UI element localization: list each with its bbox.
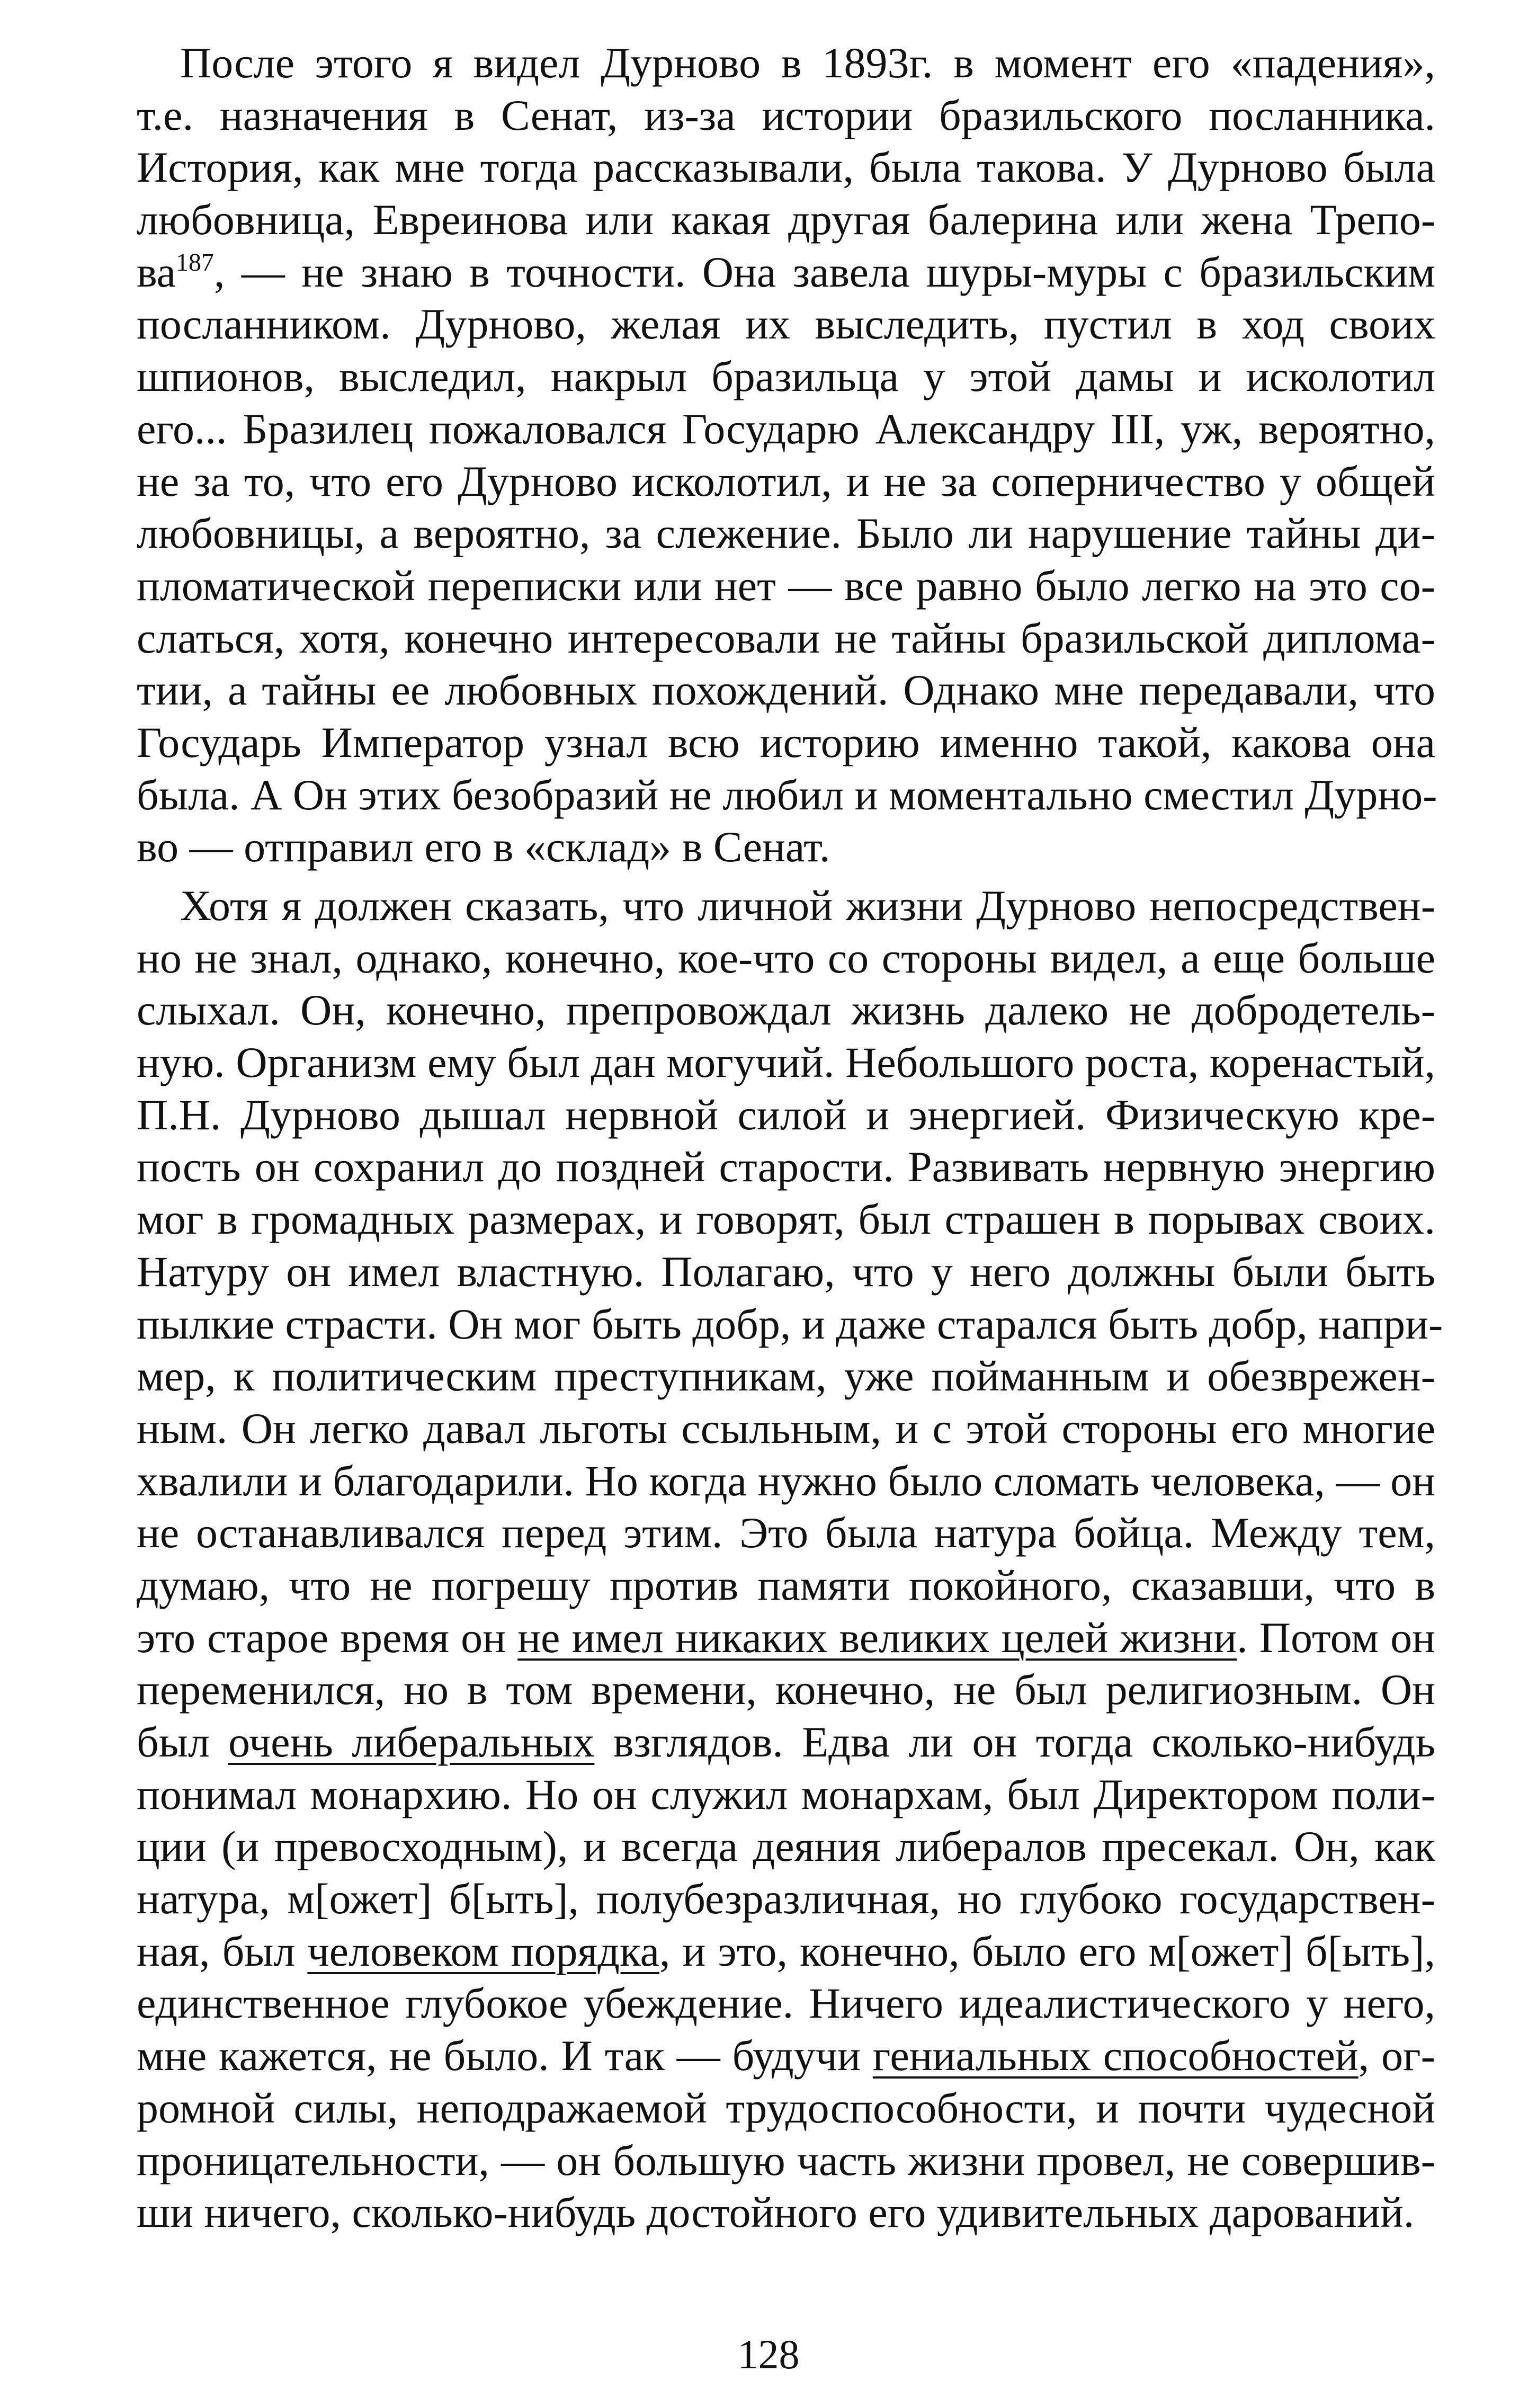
text-line bbox=[137, 932, 1435, 985]
paragraph bbox=[137, 37, 1435, 873]
text-line bbox=[137, 1089, 1435, 1141]
underlined-phrase: очень либеральных bbox=[228, 1718, 595, 1766]
text-run: переменился, но в том времени, конечно, не был религиозным. Он bbox=[137, 1665, 1435, 1714]
text-line bbox=[137, 821, 1435, 873]
text-run: любовницы, а вероятно, за слежение. Было ли нарушение тайны ди- bbox=[137, 509, 1435, 558]
text-line bbox=[137, 1298, 1443, 1351]
text-line bbox=[137, 37, 1435, 90]
text-line bbox=[137, 1403, 1435, 1455]
text-run: Натуру он имел властную. Полагаю, что у него должны были быть bbox=[137, 1247, 1435, 1296]
text-run: был bbox=[137, 1718, 229, 1766]
text-run: пломатической переписки или нет — все равно было легко на это со- bbox=[137, 561, 1435, 610]
text-line bbox=[137, 1455, 1435, 1508]
text-run: , — не знаю в точности. Она завела шуры-муры с бразильским bbox=[214, 247, 1435, 296]
text-line bbox=[137, 2135, 1435, 2187]
text-run: ная, был bbox=[137, 1927, 308, 1975]
text-line bbox=[137, 769, 1435, 822]
text-run: ции (и превосходным), и всегда деяния либералов пресекал. Он, как bbox=[137, 1822, 1435, 1871]
text-line bbox=[137, 1977, 1435, 2030]
text-line bbox=[137, 456, 1435, 508]
text-run: натура, м[ожет] б[ыть], полубезразличная, но глубоко государствен- bbox=[137, 1875, 1435, 1923]
text-line bbox=[137, 664, 1435, 717]
footnote-marker: 187 bbox=[176, 248, 215, 277]
text-line bbox=[137, 1612, 1435, 1664]
text-run: История, как мне тогда рассказывали, была такова. У Дурново была bbox=[137, 143, 1435, 192]
text-run: была. А Он этих безобразий не любил и моментально сместил Дурно- bbox=[137, 770, 1437, 819]
text-line bbox=[137, 2030, 1435, 2082]
text-line bbox=[137, 880, 1435, 932]
text-line bbox=[137, 1716, 1435, 1769]
text-run: , и это, конечно, было его м[ожет] б[ыть], bbox=[659, 1927, 1436, 1975]
text-line bbox=[137, 1037, 1435, 1089]
text-line bbox=[137, 351, 1435, 403]
text-run: но не знал, однако, конечно, кое-что со стороны видел, а еще больше bbox=[137, 933, 1435, 982]
text-line bbox=[137, 1141, 1435, 1193]
text-line bbox=[137, 2187, 1435, 2239]
text-line bbox=[137, 2082, 1435, 2135]
page-number: 128 bbox=[737, 2331, 800, 2377]
text-run: любовница, Евреинова или какая другая балерина или жена Трепо- bbox=[137, 195, 1435, 244]
paragraph-gap bbox=[137, 873, 1435, 880]
underlined-phrase: гениальных способностей bbox=[872, 2031, 1359, 2080]
text-run: шпионов, выследил, накрыл бразильца у этой дамы и исколотил bbox=[137, 352, 1435, 401]
text-run: его... Бразилец пожаловался Государю Александру III, уж, вероятно, bbox=[137, 404, 1435, 453]
text-run: это старое время он bbox=[137, 1613, 518, 1662]
text-run: тии, а тайны ее любовных похождений. Однако мне передавали, что bbox=[137, 666, 1435, 715]
text-run: т.е. назначения в Сенат, из-за истории бразильского посланника. bbox=[137, 91, 1435, 139]
text-line bbox=[137, 1873, 1435, 1925]
text-run: взглядов. Едва ли он тогда сколько-нибудь bbox=[594, 1718, 1436, 1766]
text-run: проницательности, — он большую часть жизни провел, не совершив- bbox=[137, 2136, 1435, 2184]
paragraph bbox=[137, 880, 1443, 2239]
text-run: думаю, что не погрешу против памяти покойного, сказавши, что в bbox=[137, 1560, 1435, 1609]
text-line bbox=[137, 403, 1435, 456]
text-line bbox=[137, 1350, 1435, 1403]
text-run: хвалили и благодарили. Но когда нужно было сломать человека, — он bbox=[137, 1456, 1435, 1505]
text-run: слаться, хотя, конечно интересовали не тайны бразильской диплома- bbox=[137, 613, 1435, 662]
text-run: мог в громадных размерах, и говорят, был страшен в порывах своих. bbox=[137, 1195, 1435, 1244]
text-run: П.Н. Дурново дышал нервной силой и энергией. Физическую кре- bbox=[137, 1090, 1435, 1139]
text-line bbox=[137, 1769, 1435, 1821]
text-run: мер, к политическим преступникам, уже пойманным и обезврежен- bbox=[137, 1352, 1435, 1401]
text-line bbox=[137, 1246, 1435, 1298]
text-run: ва bbox=[137, 247, 176, 296]
text-line bbox=[137, 90, 1435, 142]
text-line bbox=[137, 194, 1435, 246]
text-line bbox=[137, 1559, 1435, 1612]
text-run: , ог- bbox=[1358, 2031, 1435, 2080]
text-line bbox=[137, 1925, 1435, 1978]
text-line bbox=[137, 507, 1435, 560]
text-run: . Потом он bbox=[1237, 1613, 1435, 1662]
text-run: слыхал. Он, конечно, препровождал жизнь далеко не добродетель- bbox=[137, 986, 1435, 1034]
text-line bbox=[137, 717, 1435, 769]
underlined-phrase: не имел никаких великих целей жизни bbox=[517, 1613, 1237, 1662]
page-body bbox=[137, 37, 1443, 2239]
text-line bbox=[137, 141, 1435, 194]
text-line bbox=[137, 984, 1435, 1037]
text-run: посланником. Дурново, желая их выследить, пустил в ход своих bbox=[137, 300, 1435, 349]
text-line bbox=[137, 612, 1435, 665]
text-run: не за то, что его Дурново исколотил, и не за соперничество у общей bbox=[137, 457, 1435, 505]
text-run: во — отправил его в «склад» в Сенат. bbox=[137, 823, 830, 871]
text-run: После этого я видел Дурново в 1893г. в момент его «падения», bbox=[180, 39, 1435, 87]
text-run: ным. Он легко давал льготы ссыльным, и с этой стороны его многие bbox=[137, 1404, 1435, 1452]
text-line bbox=[137, 1664, 1435, 1716]
text-line bbox=[137, 560, 1435, 612]
text-run: единственное глубокое убеждение. Ничего идеалистического у него, bbox=[137, 1979, 1435, 2028]
text-line bbox=[137, 1821, 1435, 1873]
text-line bbox=[137, 246, 1435, 299]
text-run: пость он сохранил до поздней старости. Развивать нервную энергию bbox=[137, 1143, 1435, 1191]
text-line bbox=[137, 1193, 1435, 1246]
text-run: пылкие страсти. Он мог быть добр, и даже старался быть добр, напри- bbox=[137, 1299, 1443, 1348]
text-run: не останавливался перед этим. Это была натура бойца. Между тем, bbox=[137, 1509, 1435, 1557]
text-run: ши ничего, сколько-нибудь достойного его удивительных дарований. bbox=[137, 2188, 1415, 2237]
text-run: понимал монархию. Но он служил монархам, был Директором поли- bbox=[137, 1770, 1435, 1818]
text-run: Государь Император узнал всю историю именно такой, какова она bbox=[137, 718, 1435, 766]
text-line bbox=[137, 298, 1435, 351]
underlined-phrase: человеком порядка bbox=[307, 1927, 659, 1975]
text-run: мне кажется, не было. И так — будучи bbox=[137, 2031, 873, 2080]
text-run: Хотя я должен сказать, что личной жизни Дурново непосредствен- bbox=[180, 881, 1435, 930]
text-run: ромной силы, неподражаемой трудоспособности, и почти чудесной bbox=[137, 2083, 1435, 2132]
text-run: ную. Организм ему был дан могучий. Небольшого роста, коренастый, bbox=[137, 1038, 1435, 1087]
text-line bbox=[137, 1507, 1435, 1559]
